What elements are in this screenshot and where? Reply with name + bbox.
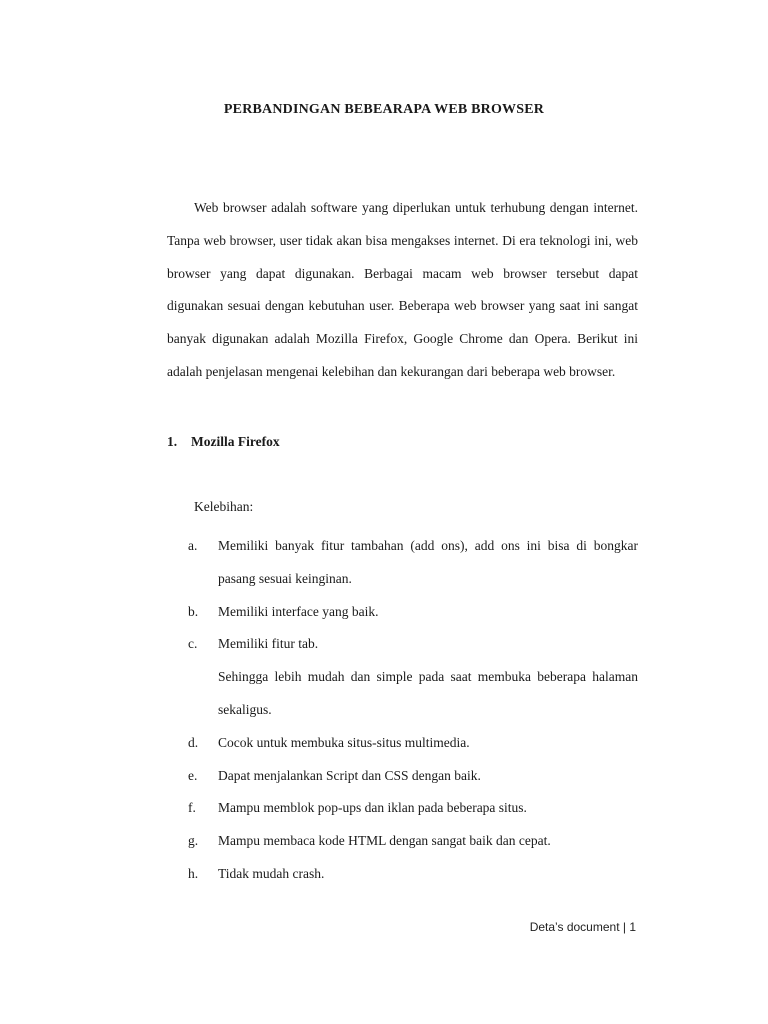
list-item-text: Cocok untuk membuka situs-situs multimedia. (218, 734, 470, 750)
list-marker: c. (188, 636, 198, 652)
list-marker: f. (188, 800, 196, 816)
list-marker: b. (188, 603, 199, 619)
list-item-text: Tidak mudah crash. (218, 865, 325, 881)
list-marker: h. (188, 865, 199, 881)
advantages-list (188, 530, 638, 891)
list-item-text: Memiliki banyak fitur tambahan (add ons), add ons ini bisa di bongkar pasang sesuai keinginan. (218, 538, 638, 586)
list-item-text: Dapat menjalankan Script dan CSS dengan baik. (218, 767, 481, 783)
intro-paragraph: Web browser adalah software yang diperlukan untuk terhubung dengan internet. Tanpa web browser, user tidak akan bisa mengakses internet. Di era teknologi ini, web browser yang dapat digunakan. Berbagai macam web browser tersebut dapat digunakan sesuai dengan kebutuhan user. Beberapa web browser yang saat ini sangat banyak digunakan adalah Mozilla Firefox, Google Chrome dan Opera. Berikut ini adalah penjelasan mengenai kelebihan dan kekurangan dari beberapa web browser. (167, 200, 638, 379)
list-item (188, 727, 638, 760)
list-item (188, 596, 638, 629)
list-marker: a. (188, 538, 198, 553)
document-title: PERBANDINGAN BEBEARAPA WEB BROWSER (223, 102, 545, 117)
list-marker: e. (188, 767, 198, 783)
advantages-label: Kelebihan: (194, 499, 254, 514)
list-item-text: Memiliki fitur tab. (218, 636, 319, 652)
page-footer: Deta’s document | 1 (529, 920, 636, 934)
list-item (188, 858, 638, 891)
list-marker: d. (188, 734, 199, 750)
list-item (188, 760, 638, 793)
list-item-text: Mampu memblok pop-ups dan iklan pada beberapa situs. (218, 800, 527, 816)
list-item (188, 792, 638, 825)
section-heading-text: Mozilla Firefox (191, 434, 280, 449)
list-item (188, 825, 638, 858)
section-number: 1. (167, 434, 178, 449)
list-marker: g. (188, 833, 199, 849)
list-item-extra-text: Sehingga lebih mudah dan simple pada saat membuka beberapa halaman sekaligus. (218, 669, 638, 717)
section-heading (167, 434, 280, 450)
list-item (188, 628, 638, 726)
list-item (188, 530, 638, 596)
list-item-text: Mampu membaca kode HTML dengan sangat baik dan cepat. (218, 833, 551, 849)
list-item-text: Memiliki interface yang baik. (218, 603, 379, 619)
